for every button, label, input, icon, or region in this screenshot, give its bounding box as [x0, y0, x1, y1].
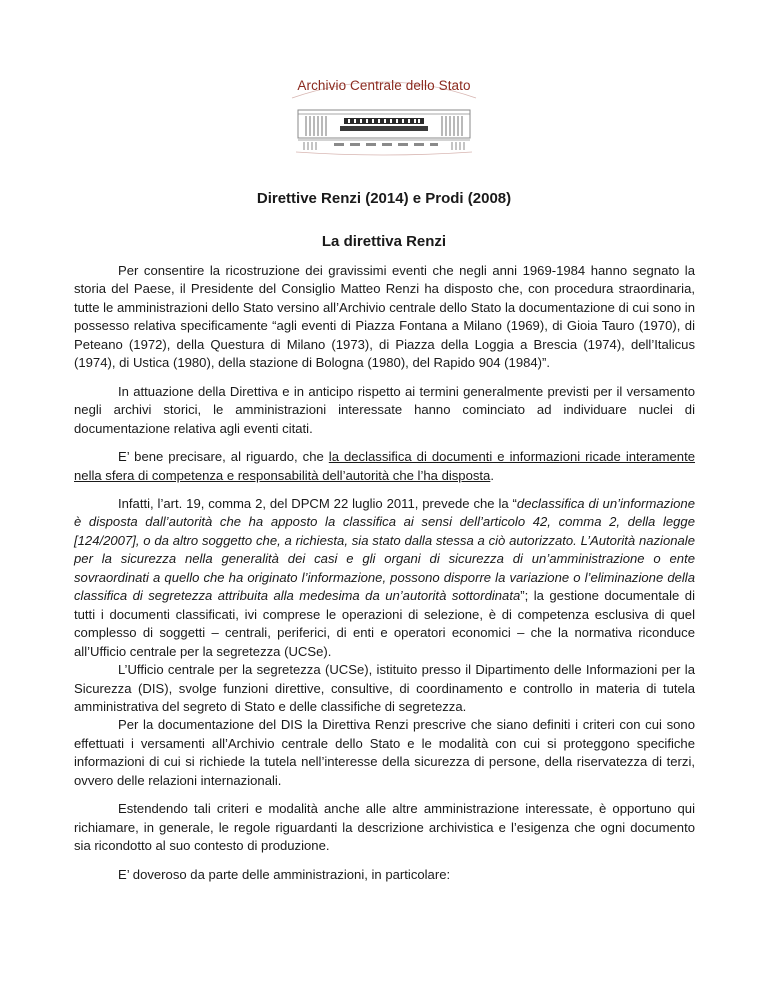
paragraph-2: In attuazione della Direttiva e in anticipo rispetto ai termini generalmente previsti per il versamento negli archivi storici, le amministrazioni interessate hanno cominciato ad individuare nuclei di documentazione relativa agli eventi citati.	[74, 383, 695, 436]
underlined-passage: la declassifica di documenti e informazioni ricade interamente nella sfera di competenza e responsabilità dell’autorità che l’ha disposta	[74, 449, 695, 483]
paragraph-1: Per consentire la ricostruzione dei gravissimi eventi che negli anni 1969-1984 hanno segnato la storia del Paese, il Presidente del Consiglio Matteo Renzi ha disposto che, con procedura straordinaria, tutte le amministrazioni dello Stato versino all’Archivio centrale dello Stato la documentazione di cui sono in possesso relativa specificamente “agli eventi di Piazza Fontana a Milano (1969), di Gioia Tauro (1970), di Peteano (1972), della Questura di Milano (1973), di Piazza della Loggia a Brescia (1974), dell’Italicus (1974), di Ustica (1980), della stazione di Bologna (1980), del Rapido 904 (1984)”.	[74, 263, 695, 371]
paragraph-4-start: Infatti, l’art. 19, comma 2, del DPCM 22 luglio 2011, prevede che la “	[118, 495, 517, 511]
paragraph-4	[74, 495, 695, 661]
quoted-regulation: declassifica di un’informazione è disposta dall’autorità che ha apposto la classifica ai sensi dell’articolo 42, comma 2, della legge [124/2007], o da altro soggetto che, a richiesta, sia stato dalla stessa a ciò autorizzato. L’Autorità nazionale per la sicurezza nella generalità dei casi e gli organi di sicurezza di un’amministrazione o ente sovraordinati a quello che ha originato l’informazione, possono disporre la variazione o l’eliminazione della classifica di segretezza attribuita alla medesima da un’autorità sottordinata	[74, 495, 695, 604]
paragraph-8: E’ doveroso da parte delle amministrazioni, in particolare:	[118, 866, 451, 882]
paragraph-4-end: ”; la gestione documentale di tutti i documenti classificati, ivi comprese le operazioni di selezione, è di competenza esclusiva di quel complesso di soggetti – centrali, periferici, di enti e operatori economici – che la normativa riconduce all’Ufficio centrale per la segretezza (UCSe).	[74, 588, 695, 659]
paragraph-3	[74, 448, 695, 485]
document-body	[74, 262, 695, 884]
logo-title: Archivio Centrale dello Stato	[297, 78, 471, 93]
building-facade-icon	[294, 104, 474, 156]
paragraph-3-start: E’ bene precisare, al riguardo, che	[118, 449, 329, 465]
section-title: La direttiva Renzi	[321, 233, 447, 250]
paragraph-6: Per la documentazione del DIS la Direttiva Renzi prescrive che siano definiti i criteri con cui sono effettuati i versamenti all’Archivio centrale dello Stato e le modalità con cui si proteggono specifiche informazioni di cui si richiede la tutela nell’interesse della sicurezza di persone, della riservatezza di terzi, ovvero delle relazioni internazionali.	[74, 717, 695, 788]
paragraph-5: L’Ufficio centrale per la segretezza (UCSe), istituito presso il Dipartimento delle Informazioni per la Sicurezza (DIS), svolge funzioni direttive, consultive, di coordinamento e controllo in materia di tutela amministrativa del segreto di Stato e delle classifiche di segretezza.	[74, 662, 695, 714]
document-title: Direttive Renzi (2014) e Prodi (2008)	[256, 190, 512, 207]
paragraph-3-end: .	[490, 467, 494, 483]
archive-logo	[284, 72, 484, 158]
paragraph-7: Estendendo tali criteri e modalità anche alle altre amministrazione interessate, è opportuno qui richiamare, in generale, le regole riguardanti la descrizione archivistica e l’esigenza che ogni documento sia ricondotto al suo contesto di produzione.	[74, 801, 695, 854]
